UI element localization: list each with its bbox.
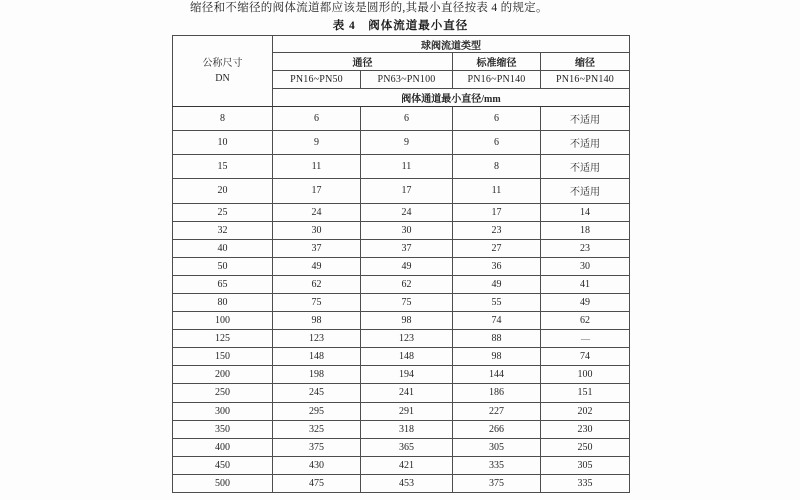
value-cell: 148 xyxy=(361,348,453,366)
table-row xyxy=(173,203,630,221)
table-row xyxy=(173,293,630,311)
corner-header-line1: 公称尺寸 xyxy=(202,58,243,69)
table-header xyxy=(173,36,630,107)
intro-text: 缩径和不缩径的阀体流道都应该是圆形的,其最小直径按表 4 的规定。 xyxy=(190,2,548,14)
value-cell: 30 xyxy=(541,257,630,275)
value-cell: 不适用 xyxy=(541,131,630,155)
value-cell: 14 xyxy=(541,203,630,221)
type-header-standard-reduced: 标准缩径 xyxy=(453,53,541,71)
value-cell: 6 xyxy=(273,107,361,131)
value-cell: 37 xyxy=(361,239,453,257)
value-cell: 不适用 xyxy=(541,107,630,131)
value-cell: 49 xyxy=(361,257,453,275)
value-cell: 100 xyxy=(541,366,630,384)
value-cell: 11 xyxy=(361,155,453,179)
group-header-cell: 球阀流道类型 xyxy=(273,36,630,53)
dn-cell: 32 xyxy=(173,221,273,239)
unit-header-cell: 阀体通道最小直径/mm xyxy=(273,89,630,107)
table-row xyxy=(173,474,630,492)
value-cell: 123 xyxy=(361,330,453,348)
dn-cell: 80 xyxy=(173,293,273,311)
value-cell: 250 xyxy=(541,438,630,456)
value-cell: 17 xyxy=(361,179,453,203)
table-row xyxy=(173,384,630,402)
table-row xyxy=(173,420,630,438)
value-cell: 24 xyxy=(361,203,453,221)
table-row xyxy=(173,131,630,155)
value-cell: 305 xyxy=(453,438,541,456)
value-cell: 17 xyxy=(453,203,541,221)
dn-cell: 10 xyxy=(173,131,273,155)
pn-header-3: PN16~PN140 xyxy=(453,71,541,89)
value-cell: — xyxy=(541,330,630,348)
table-row xyxy=(173,221,630,239)
table-row xyxy=(173,107,630,131)
value-cell: 295 xyxy=(273,402,361,420)
dn-cell: 40 xyxy=(173,239,273,257)
value-cell: 62 xyxy=(361,275,453,293)
table-row xyxy=(173,257,630,275)
type-header-full-bore: 通径 xyxy=(273,53,453,71)
value-cell: 186 xyxy=(453,384,541,402)
table-row xyxy=(173,312,630,330)
table-row xyxy=(173,402,630,420)
value-cell: 30 xyxy=(273,221,361,239)
corner-header-cell xyxy=(173,36,273,107)
value-cell: 230 xyxy=(541,420,630,438)
value-cell: 75 xyxy=(361,293,453,311)
value-cell: 335 xyxy=(541,474,630,492)
value-cell: 88 xyxy=(453,330,541,348)
value-cell: 24 xyxy=(273,203,361,221)
dn-cell: 20 xyxy=(173,179,273,203)
value-cell: 8 xyxy=(453,155,541,179)
value-cell: 98 xyxy=(361,312,453,330)
value-cell: 49 xyxy=(541,293,630,311)
value-cell: 23 xyxy=(453,221,541,239)
dn-cell: 65 xyxy=(173,275,273,293)
dn-cell: 50 xyxy=(173,257,273,275)
value-cell: 318 xyxy=(361,420,453,438)
table-body xyxy=(173,107,630,493)
table-row xyxy=(173,348,630,366)
value-cell: 148 xyxy=(273,348,361,366)
value-cell: 375 xyxy=(453,474,541,492)
value-cell: 75 xyxy=(273,293,361,311)
value-cell: 453 xyxy=(361,474,453,492)
value-cell: 430 xyxy=(273,456,361,474)
value-cell: 37 xyxy=(273,239,361,257)
value-cell: 245 xyxy=(273,384,361,402)
value-cell: 62 xyxy=(541,312,630,330)
table-row xyxy=(173,275,630,293)
table-row xyxy=(173,438,630,456)
min-diameter-table xyxy=(172,35,630,493)
value-cell: 30 xyxy=(361,221,453,239)
dn-cell: 350 xyxy=(173,420,273,438)
value-cell: 123 xyxy=(273,330,361,348)
value-cell: 325 xyxy=(273,420,361,438)
value-cell: 375 xyxy=(273,438,361,456)
value-cell: 74 xyxy=(541,348,630,366)
value-cell: 27 xyxy=(453,239,541,257)
dn-cell: 500 xyxy=(173,474,273,492)
table-row xyxy=(173,456,630,474)
value-cell: 36 xyxy=(453,257,541,275)
value-cell: 266 xyxy=(453,420,541,438)
value-cell: 202 xyxy=(541,402,630,420)
dn-cell: 150 xyxy=(173,348,273,366)
type-header-reduced: 缩径 xyxy=(541,53,630,71)
value-cell: 不适用 xyxy=(541,179,630,203)
value-cell: 241 xyxy=(361,384,453,402)
value-cell: 74 xyxy=(453,312,541,330)
value-cell: 98 xyxy=(453,348,541,366)
value-cell: 151 xyxy=(541,384,630,402)
dn-cell: 15 xyxy=(173,155,273,179)
table-row xyxy=(173,366,630,384)
value-cell: 11 xyxy=(273,155,361,179)
dn-cell: 25 xyxy=(173,203,273,221)
value-cell: 365 xyxy=(361,438,453,456)
value-cell: 291 xyxy=(361,402,453,420)
pn-header-2: PN63~PN100 xyxy=(361,71,453,89)
value-cell: 198 xyxy=(273,366,361,384)
value-cell: 6 xyxy=(453,131,541,155)
table-row xyxy=(173,330,630,348)
value-cell: 不适用 xyxy=(541,155,630,179)
dn-cell: 300 xyxy=(173,402,273,420)
value-cell: 6 xyxy=(361,107,453,131)
value-cell: 11 xyxy=(453,179,541,203)
dn-cell: 8 xyxy=(173,107,273,131)
value-cell: 41 xyxy=(541,275,630,293)
corner-header-line2: DN xyxy=(215,73,230,84)
table-row xyxy=(173,155,630,179)
value-cell: 421 xyxy=(361,456,453,474)
dn-cell: 125 xyxy=(173,330,273,348)
value-cell: 9 xyxy=(273,131,361,155)
dn-cell: 400 xyxy=(173,438,273,456)
value-cell: 17 xyxy=(273,179,361,203)
dn-cell: 450 xyxy=(173,456,273,474)
dn-cell: 250 xyxy=(173,384,273,402)
dn-cell: 200 xyxy=(173,366,273,384)
value-cell: 227 xyxy=(453,402,541,420)
table-row xyxy=(173,179,630,203)
value-cell: 55 xyxy=(453,293,541,311)
value-cell: 98 xyxy=(273,312,361,330)
value-cell: 144 xyxy=(453,366,541,384)
value-cell: 49 xyxy=(453,275,541,293)
table-row xyxy=(173,239,630,257)
pn-header-1: PN16~PN50 xyxy=(273,71,361,89)
value-cell: 194 xyxy=(361,366,453,384)
value-cell: 23 xyxy=(541,239,630,257)
value-cell: 18 xyxy=(541,221,630,239)
dn-cell: 100 xyxy=(173,312,273,330)
value-cell: 6 xyxy=(453,107,541,131)
value-cell: 335 xyxy=(453,456,541,474)
value-cell: 49 xyxy=(273,257,361,275)
value-cell: 62 xyxy=(273,275,361,293)
pn-header-4: PN16~PN140 xyxy=(541,71,630,89)
value-cell: 305 xyxy=(541,456,630,474)
value-cell: 475 xyxy=(273,474,361,492)
table-caption: 表 4 阀体流道最小直径 xyxy=(332,20,469,32)
value-cell: 9 xyxy=(361,131,453,155)
